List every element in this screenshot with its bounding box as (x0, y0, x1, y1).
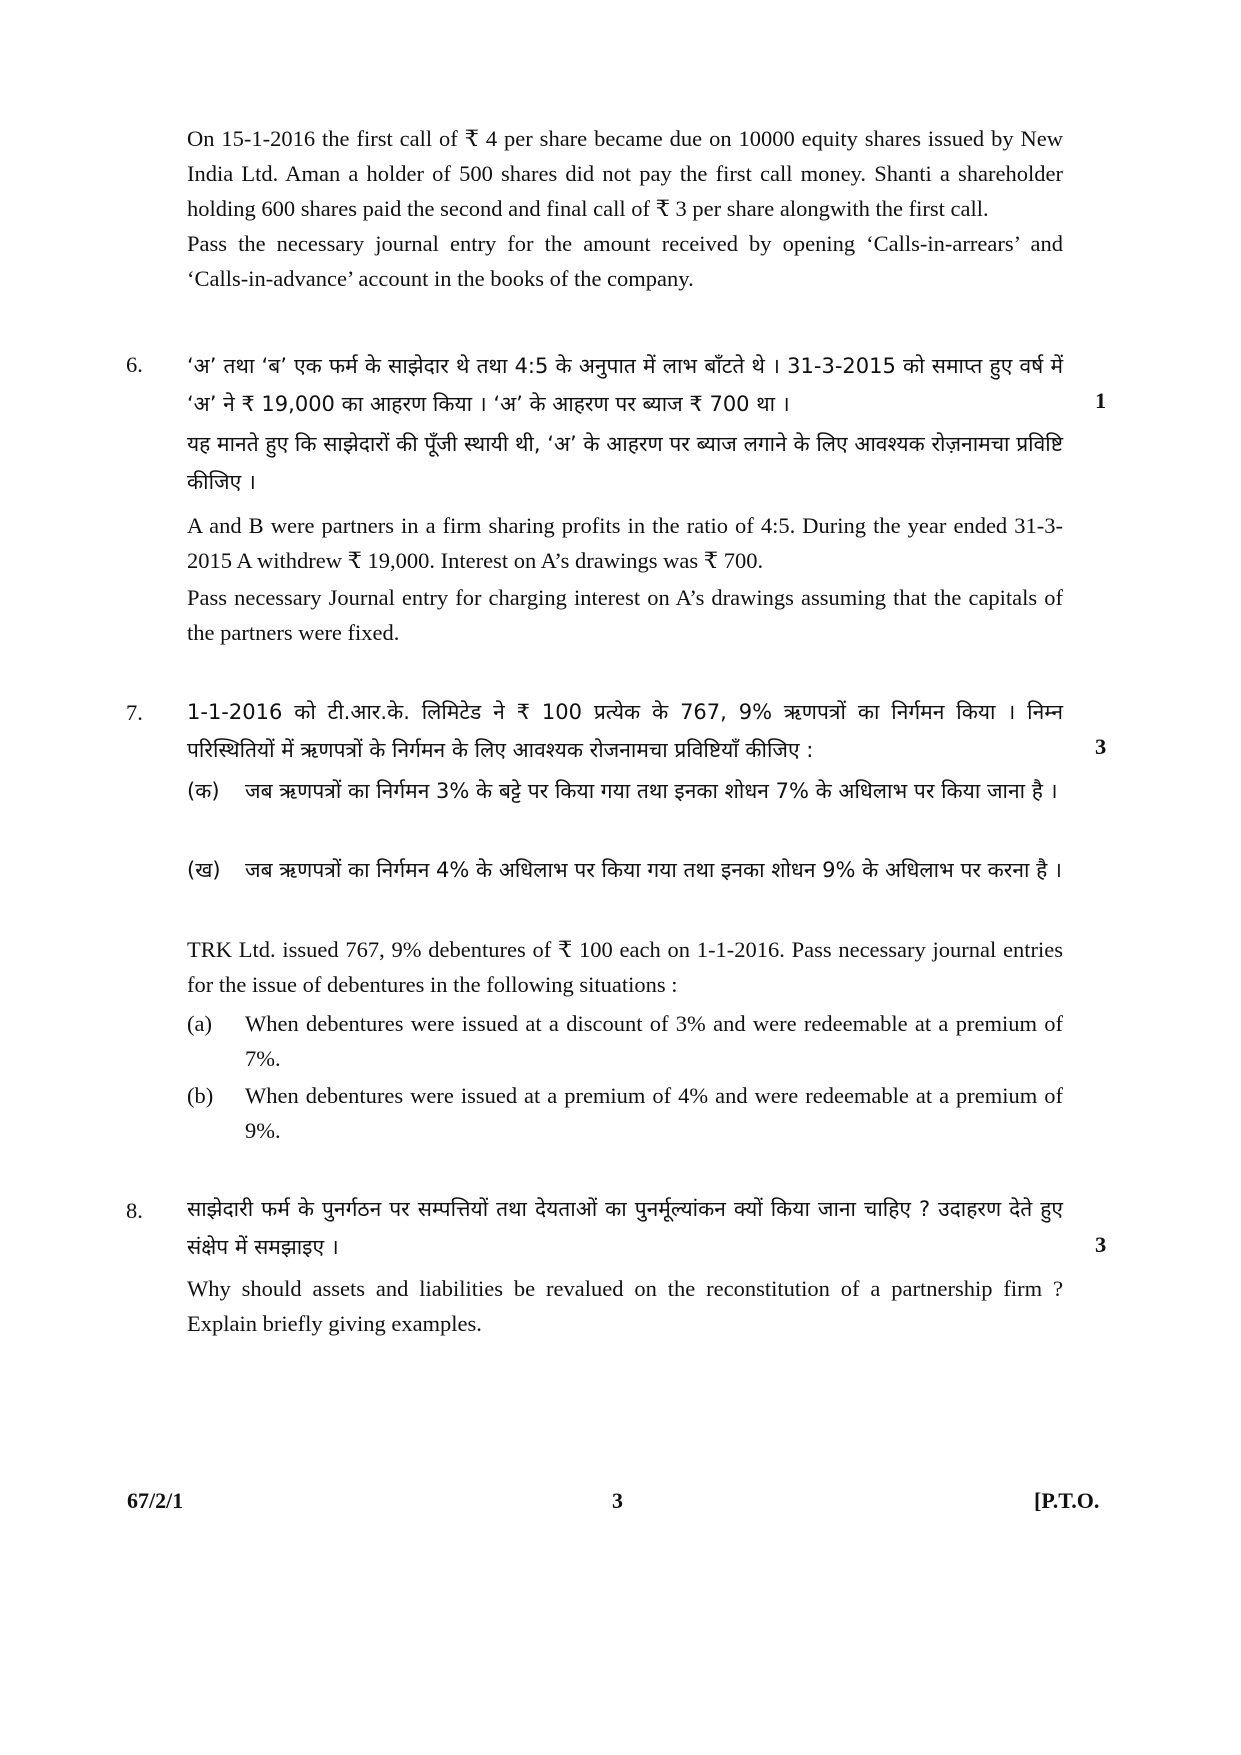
question-8-hindi-paragraph-1: साझेदारी फर्म के पुनर्गठन पर सम्पत्तियों तथा देयताओं का पुनर्मूल्यांकन क्यों किया जाना चाहिए ? उदाहरण देते हुए संक्षेप में समझाइए । (187, 1197, 1063, 1259)
question-7-english-option-b-label: (b) (187, 1083, 214, 1108)
intro-block (187, 121, 1063, 296)
footer-page-number: 3 (612, 1488, 623, 1513)
question-7-hindi-text (187, 693, 1063, 769)
question-7-hindi-paragraph-1: 1-1-2016 को टी.आर.के. लिमिटेड ने ₹ 100 प्रत्येक के 767, 9% ऋणपत्रों का निर्गमन किया । निम्न परिस्थितियों में ऋणपत्रों के निर्गमन के लिए आवश्यक रोजनामचा प्रविष्टियाँ कीजिए : (187, 700, 1063, 762)
question-7-english-text (187, 932, 1063, 1002)
intro-english-paragraph-2: Pass the necessary journal entry for the amount received by opening ‘Calls-in-arrears’ and ‘Calls-in-advance’ account in the books of the company. (187, 231, 1063, 291)
question-6-hindi-paragraph-1: ‘अ’ तथा ‘ब’ एक फर्म के साझेदार थे तथा 4:5 के अनुपात में लाभ बाँटते थे । 31-3-2015 को समाप्त हुए वर्ष में ‘अ’ ने ₹ 19,000 का आहरण किया । ‘अ’ के आहरण पर ब्याज ₹ 700 था । (187, 354, 1063, 416)
question-7-hindi-option-b-label: (ख) (187, 858, 221, 882)
question-7-hindi-option-b-text: जब ऋणपत्रों का निर्गमन 4% के अधिलाभ पर किया गया तथा इनका शोधन 9% के अधिलाभ पर करना है । (245, 858, 1062, 882)
question-6-hindi-text (187, 347, 1063, 423)
question-7-hindi-option-a-label: (क) (187, 779, 220, 803)
question-8-number: 8. (126, 1198, 143, 1223)
footer-pto: [P.T.O. (1034, 1488, 1100, 1513)
question-6-english-instruction (187, 580, 1063, 650)
question-6-english-paragraph-1: A and B were partners in a firm sharing profits in the ratio of 4:5. During the year ended 31-3-2015 A withdrew ₹ 19,000. Interest on A’s drawings was ₹ 700. (187, 513, 1063, 573)
intro-english-paragraph-1: On 15-1-2016 the first call of ₹ 4 per share became due on 10000 equity shares issued by New India Ltd. Aman a holder of 500 shares did not pay the first call money. Shanti a shareholder holding 600 shares paid the second and final call of ₹ 3 per share alongwith the first call. (187, 126, 1063, 221)
question-8-english-paragraph-1: Why should assets and liabilities be revalued on the reconstitution of a partnership firm ? Explain briefly giving examples. (187, 1276, 1063, 1336)
question-6-english-text (187, 508, 1063, 578)
question-8-marks: 3 (1095, 1232, 1107, 1257)
footer-paper-code: 67/2/1 (127, 1488, 184, 1513)
question-7-hindi-option-a (187, 772, 1063, 810)
question-8-hindi-text (187, 1190, 1063, 1266)
question-7-english-option-b-text: When debentures were issued at a premium of 4% and were redeemable at a premium of 9%. (245, 1083, 1063, 1143)
question-6-hindi-paragraph-2: यह मानते हुए कि साझेदारों की पूँजी स्थायी थी, ‘अ’ के आहरण पर ब्याज लगाने के लिए आवश्यक रोज़नामचा प्रविष्टि कीजिए । (187, 432, 1063, 494)
question-7-hindi-option-a-text: जब ऋणपत्रों का निर्गमन 3% के बट्टे पर किया गया तथा इनका शोधन 7% के अधिलाभ पर किया जाना है । (245, 779, 1058, 803)
question-7-english-option-b (187, 1078, 1063, 1148)
question-6-number: 6. (126, 352, 143, 377)
question-7-hindi-option-b (187, 851, 1063, 889)
question-6-hindi-instruction (187, 425, 1063, 501)
question-7-number: 7. (126, 700, 143, 725)
question-7-marks: 3 (1095, 734, 1107, 759)
question-7-english-option-a-label: (a) (187, 1011, 212, 1036)
question-6-marks: 1 (1095, 388, 1107, 413)
question-7-english-option-a (187, 1006, 1063, 1076)
question-7-english-option-a-text: When debentures were issued at a discount of 3% and were redeemable at a premium of 7%. (245, 1011, 1063, 1071)
question-7-english-paragraph-1: TRK Ltd. issued 767, 9% debentures of ₹ 100 each on 1-1-2016. Pass necessary journal entries for the issue of debentures in the following situations : (187, 937, 1063, 997)
question-8-english-text (187, 1271, 1063, 1341)
question-6-english-paragraph-2: Pass necessary Journal entry for charging interest on A’s drawings assuming that the capitals of the partners were fixed. (187, 585, 1063, 645)
